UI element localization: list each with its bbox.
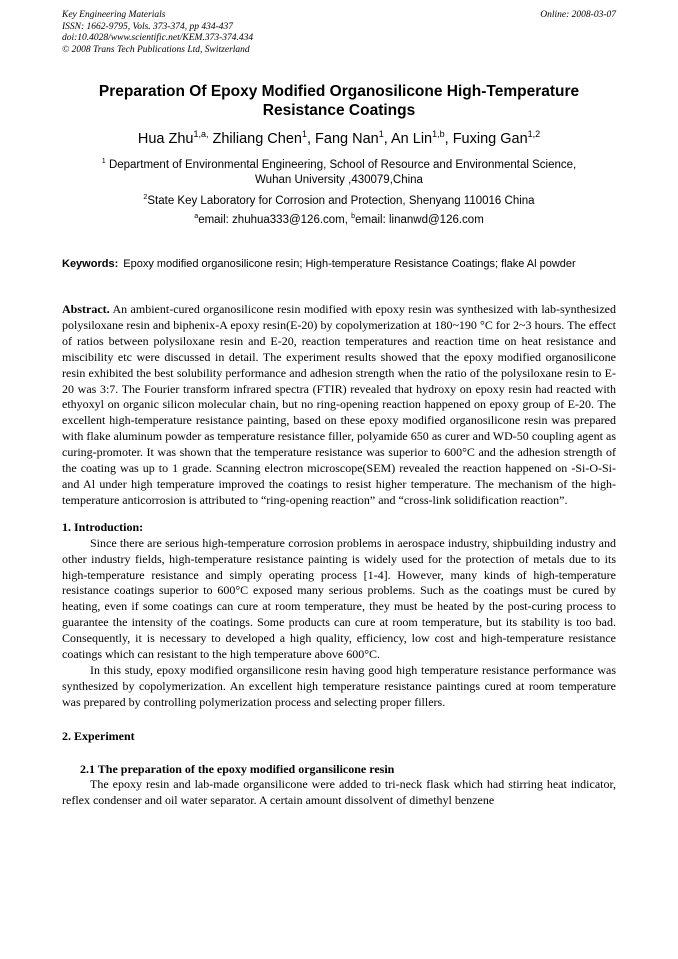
author-name: Hua Zhu (137, 131, 194, 147)
author-sup: 1 (378, 129, 384, 140)
email-a-sup: a (194, 212, 199, 221)
paper-body (62, 302, 616, 809)
affiliation-2-text: State Key Laboratory for Corrosion and Protection, Shenyang 110016 China (147, 195, 535, 207)
section-heading-experiment: 2. Experiment (62, 728, 135, 743)
keywords (62, 257, 616, 271)
email-line (62, 213, 616, 228)
title-line-1: Preparation Of Epoxy Modified Organosilicone High-Temperature (98, 83, 580, 100)
author-name: Fang Nan (315, 131, 379, 147)
introduction-paragraph-1: Since there are serious high-temperature corrosion problems in aerospace industry, shipbuilding industry and other industry fields, high-temperature resistance painting is widely used for the protection of metals due to its high-temperature resistance and simply operating process [1-4]. However, many kinds of high-temperature resistance coatings superior to 600°C exposed many serious problems. Such as the coatings must be cured by heating, even if some coatings can cure at room temperature, they must be heated by the post-curing process to guarantee the intensity of the coatings. Some products can cure at room temperature, but its stability is too bad. Consequently, it is necessary to developed a high quality, efficiency, low cost and high-temperature resistance coatings which can resistant to the high temperature above 600°C. (62, 535, 616, 662)
affiliation-1-sup: 1 (101, 157, 106, 166)
section-heading-introduction: 1. Introduction: (62, 519, 144, 534)
affiliation-1-line-2: Wuhan University ,430079,China (255, 174, 423, 186)
doi-line: doi:10.4028/www.scientific.net/KEM.373-374.434 (62, 33, 254, 43)
title-line-2: Resistance Coatings (262, 102, 416, 119)
author-name: Zhiliang Chen (212, 131, 302, 147)
email-a: email: zhuhua333@126.com, (198, 214, 352, 226)
author-list: Hua Zhu$^{1,a,}$ Zhiliang Chen$^1$, Fang Nan$^1$, An Lin$^{1,b}$, Fuxing Gan$^{1,2}$ (137, 129, 541, 147)
author-sup: 1,a, (193, 129, 209, 140)
author-sup: 1,2 (527, 129, 541, 140)
affiliation-1 (62, 158, 616, 188)
affiliation-2 (62, 194, 616, 209)
issn-line: ISSN: 1662-9795, Vols. 373-374, pp 434-437 (62, 21, 233, 32)
email-b-sup: b (351, 212, 356, 221)
author-name: Fuxing Gan (452, 131, 528, 147)
introduction-paragraph-2: In this study, epoxy modified organsilicone resin having good high temperature resistance performance was synthesized by copolymerization. An excellent high temperature resistance paintings cured at room temperature was prepared by controlling polymerization process and selecting proper fillers. (62, 662, 616, 709)
journal-name: Key Engineering Materials (62, 10, 166, 20)
author-sup: 1,b (432, 129, 445, 140)
keywords-label: Keywords: (62, 258, 119, 270)
abstract-text: An ambient-cured organosilicone resin modified with epoxy resin was synthesized with lab-synthesized polysiloxane resin and biphenix-A epoxy resin(E-20) by copolymerization at 180~190 °C for 2~3 hours. The effect of ratios between polysiloxane resin and E-20, reaction temperatures and reaction time on heat resistance and miscibility etc were discussed in detail. The experiment results showed that the epoxy modified organosilicone resin exhibited the best solubility performance and adhesion strength when the ratio of the polysiloxane resin to E-20 was 3:7. The Fourier transform infrared spectra (FTIR) revealed that hydroxy on epoxy resin had reacted with ethyoxyl on organic silicon molecular chain, but no ring-opening reaction happened on epoxy group of E-20. The excellent high-temperature resistance painting, based on these epoxy modified organosilicone resin was prepared with flake aluminum powder as temperature resistance filler, polyamide 650 as curer and WD-50 coupling agent as curing-promoter. It was shown that the temperature resistance was superior to 600°C and the adhesion strength of the coating was up to 1 grade. Scanning electron microscope(SEM) revealed the reaction happened on -Si-O-Si- and Al under high temperature improved the coatings to resist higher temperature. The mechanism of the high-temperature anticorrosion is attributed to “ring-opening reaction” and “cross-link solidification reaction”. (62, 302, 616, 507)
copyright-line: © 2008 Trans Tech Publications Ltd, Switzerland (62, 44, 250, 55)
author-name: An Lin (391, 131, 433, 147)
online-date: Online: 2008-03-07 (540, 10, 616, 20)
paper-title (62, 82, 616, 120)
keywords-text: Epoxy modified organosilicone resin; High-temperature Resistance Coatings; flake Al powder (123, 258, 576, 270)
affiliation-2-sup: 2 (143, 193, 148, 202)
abstract-label: Abstract. (62, 302, 110, 316)
affiliation-1-line-1: Department of Environmental Engineering, School of Resource and Environmental Science, (108, 159, 577, 171)
email-b: email: linanwd@126.com (355, 214, 484, 226)
subsection-heading-2-1: 2.1 The preparation of the epoxy modified organsilicone resin (80, 761, 395, 776)
abstract (62, 302, 616, 509)
experiment-paragraph-1: The epoxy resin and lab-made organsilicone were added to tri-neck flask which had stirring heat indicator, reflex condenser and oil water separator. A certain amount dissolvent of dimethyl benzene (62, 777, 616, 808)
author-sup: 1 (301, 129, 307, 140)
journal-header (62, 10, 616, 56)
